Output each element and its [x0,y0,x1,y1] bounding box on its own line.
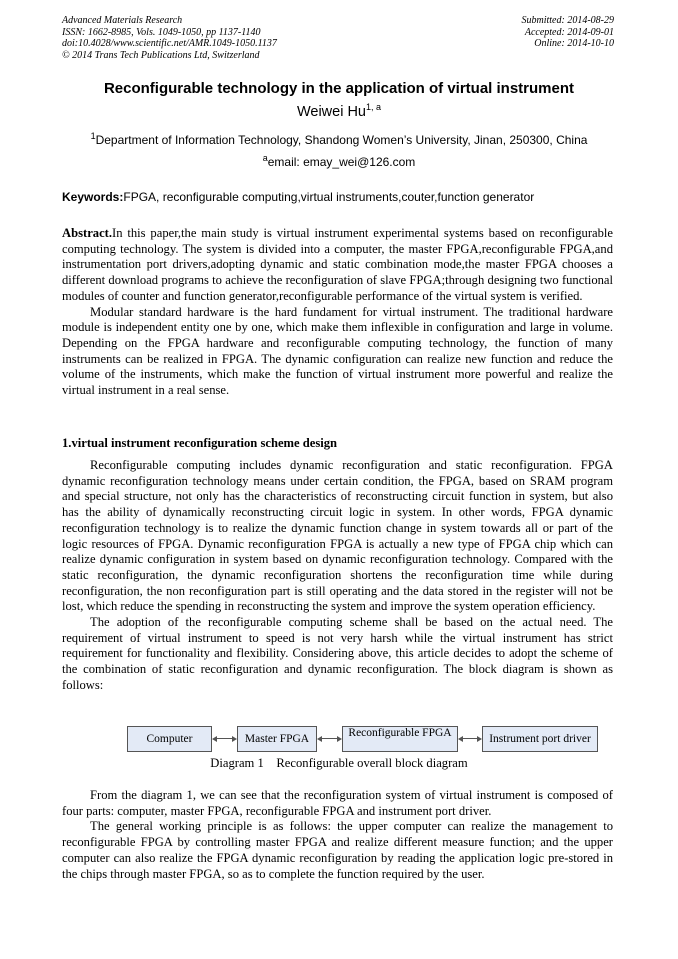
section-1-paragraph-1: Reconfigurable computing includes dynamic reconfiguration and static reconfiguration. FPGA dynamic reconfiguration technology means under certain condition, the FPGA, based on SRAM program and special structure, not only has the characteristics of reconstructing circuit function in system, but also has the ability of dynamically reconstructing circuit logic in system. In other words, FPGA dynamic reconfiguration technology is to realize the dynamic function change in system towards all or part of the logic resources of FPGA. Dynamic reconfiguration FPGA is actually a new type of FPGA chip which can realize dynamic configuration in system based on dynamic reconfiguration technology. Compared with the static reconfiguration, the dynamic reconfiguration shortens the reconfiguration time while during reconfiguration, the non reconfiguration part is still operating and the data stored in the register will not be lost, which reduce the spending in reconstructing the system and improve the system operation efficiency. [62,458,613,614]
email-line [0,155,678,169]
submission-dates [522,15,615,50]
doi-line: doi:10.4028/www.scientific.net/AMR.1049-1050.1137 [62,38,277,49]
author-name: Weiwei Hu [296,104,366,120]
arrow-computer-master [212,736,237,742]
accepted-date: Accepted: 2014-09-01 [524,26,614,38]
issn-line: ISSN: 1662-8985, Vols. 1049-1050, pp 1137-1140 [62,26,261,38]
diagram-box-computer: Computer [127,726,212,752]
online-date: Online: 2014-10-10 [534,38,614,49]
submitted-date: Submitted: 2014-08-29 [521,15,614,26]
arrow-master-reconfigurable [317,736,342,742]
author-superscript: 1, a [366,102,382,113]
email-text: email: emay_wei@126.com [267,155,416,169]
arrow-reconfigurable-port [458,736,482,742]
diagram-box-instrument-port-driver: Instrument port driver [482,726,598,752]
section-1-body [62,458,613,694]
affiliation-text: Department of Information Technology, Shandong Women’s University, Jinan, 250300, China [95,133,588,147]
section-1-paragraph-4: The general working principle is as follows: the upper computer can realize the management to reconfigurable FPGA by controlling master FPGA and realize different measure function; and the upper computer can also realize the FPGA dynamic reconfiguration by reading the application logic pre-stored in the chips through master FPGA, so as to complete the function required by the user. [62,819,613,881]
section-1-paragraph-3: From the diagram 1, we can see that the reconfiguration system of virtual instrument is composed of four parts: computer, master FPGA, reconfigurable FPGA and instrument port driver. [62,788,613,818]
copyright-line: © 2014 Trans Tech Publications Ltd, Switzerland [62,49,260,61]
keywords-text: FPGA, reconfigurable computing,virtual instruments,couter,function generator [123,190,535,204]
keywords-label: Keywords: [62,190,124,204]
author-line [0,104,678,120]
abstract-paragraph [62,226,613,305]
block-diagram [0,722,678,756]
journal-header [62,15,277,61]
diagram-caption: Diagram 1 Reconfigurable overall block diagram [210,756,468,770]
diagram-box-reconfigurable-fpga: Reconfigurable FPGA [342,726,458,752]
abstract-section [62,226,613,399]
section-1-heading: 1.virtual instrument reconfiguration scheme design [62,436,338,450]
section-1-continued [62,788,613,882]
diagram-box-master-fpga: Master FPGA [237,726,317,752]
paper-title: Reconfigurable technology in the application of virtual instrument [103,80,575,97]
email-superscript: a [262,153,268,163]
keywords [62,190,622,204]
intro-paragraph: Modular standard hardware is the hard fundament for virtual instrument. The traditional hardware module is independent entity one by one, which make them inflexible in configuration and large in volume. Depending on the FPGA hardware and reconfigurable computing technology, the function of many instruments can be realized in FPGA. The dynamic configuration can realize new function and reduce the volume of the instruments, which make the function of virtual instrument more powerful and realize the virtual instrument in a real sense. [62,304,613,398]
section-1-paragraph-2: The adoption of the reconfigurable computing scheme shall be based on the actual need. The requirement of virtual instrument to speed is not very harsh while the virtual instrument has strict requirement for functionality and flexibility. Considering above, this article decides to adopt the scheme of the combination of static reconfiguration and dynamic reconfiguration. The block diagram is shown as follows: [62,615,613,692]
journal-name: Advanced Materials Research [62,15,183,26]
abstract-label: Abstract. [62,226,113,240]
affiliation [0,133,678,147]
affiliation-superscript: 1 [90,131,96,141]
abstract-text: In this paper,the main study is virtual instrument experimental systems based on reconfigurable computing technology. The system is divided into a computer, the master FPGA,reconfigurable FPGA,and instrumentation port drivers,adopting dynamic and static combination mode,the master FPGA chooses a different download programs to achieve the reconfiguration of slave FPGA;through designing two functional modules of counter and function generator,reconfigurable performance of the virtual system is verified. [62,226,613,303]
